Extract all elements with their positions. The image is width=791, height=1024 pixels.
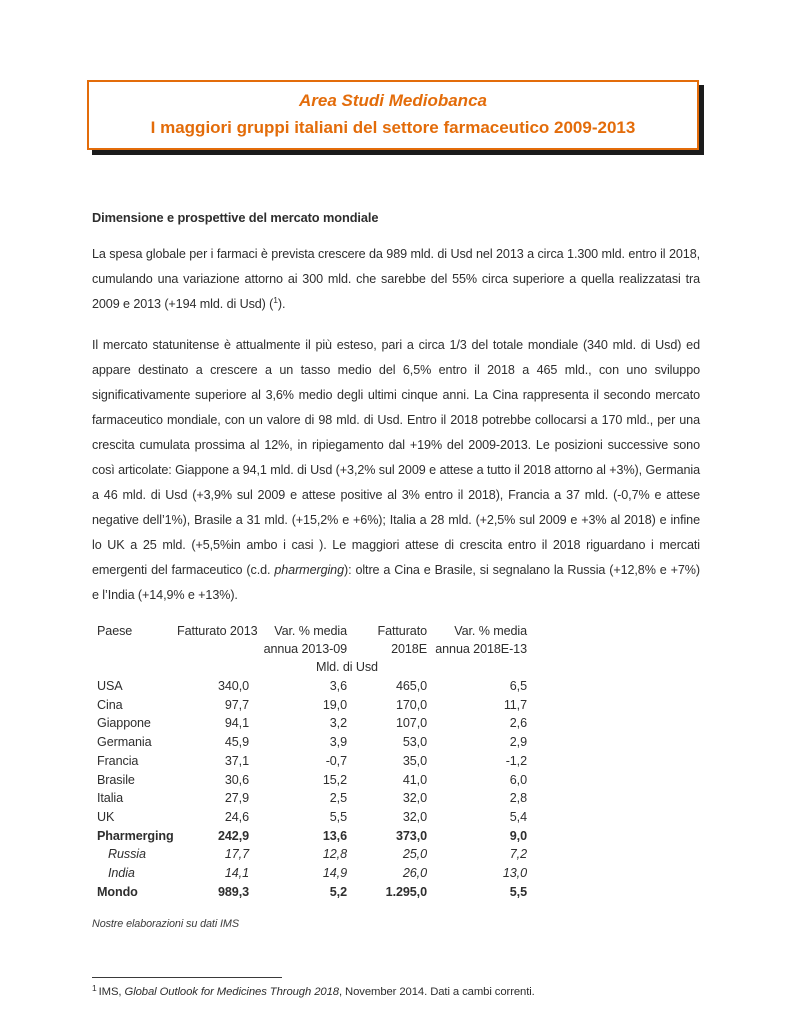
value-cell: 30,6 xyxy=(224,772,249,787)
value-cell: 11,7 xyxy=(503,697,527,712)
countries-table xyxy=(97,622,527,901)
value-cell: 32,0 xyxy=(402,809,427,824)
table-body xyxy=(97,677,527,901)
value-cell: -0,7 xyxy=(325,753,347,768)
value-cell: 9,0 xyxy=(509,828,527,843)
table-row xyxy=(97,696,527,715)
table-row xyxy=(97,733,527,752)
country-cell: Italia xyxy=(97,791,124,806)
table-row xyxy=(97,845,527,864)
value-cell: 15,2 xyxy=(322,772,347,787)
value-cell: 6,5 xyxy=(509,679,527,693)
table-row xyxy=(97,883,527,902)
document-body xyxy=(92,210,700,1000)
table-row xyxy=(97,864,527,883)
footnote-1 xyxy=(92,982,700,1000)
column-header-fatturato-2018e: Fatturato 2018E xyxy=(377,624,427,656)
value-cell: 13,6 xyxy=(322,828,347,843)
table-header xyxy=(97,622,527,677)
paragraph-text: ): oltre a Cina e Brasile, si segnalano la Russia (+12,8% e +7%) e l’India (+14,9% e +13%). xyxy=(92,563,701,602)
table-row xyxy=(97,752,527,771)
section-heading: Dimensione e prospettive del mercato mondiale xyxy=(92,210,379,225)
footnote-ref-marker: 1 xyxy=(273,294,278,305)
value-cell: 32,0 xyxy=(402,791,427,806)
value-cell: 5,5 xyxy=(509,884,527,899)
value-cell: 25,0 xyxy=(402,847,427,862)
source-note: Nostre elaborazioni su dati IMS xyxy=(92,918,239,931)
value-cell: 5,5 xyxy=(329,809,347,824)
value-cell: 17,7 xyxy=(224,847,249,862)
value-cell: 5,4 xyxy=(509,809,527,824)
paragraph-markets-detail xyxy=(92,333,700,608)
value-cell: 340,0 xyxy=(217,679,249,693)
value-cell: 2,9 xyxy=(509,735,527,750)
footnote-text: IMS, xyxy=(98,986,125,999)
value-cell: -1,2 xyxy=(505,753,527,768)
paragraph-text: Il mercato statunitense è attualmente il più esteso, pari a circa 1/3 del totale mondiale (340 mld. di Usd) ed appare destinato a crescere a un tasso medio del 6,5% entro il 2018 a 465 mld., con uno sviluppo significativamente superiore al 3,6% medio degli ultimi cinque anni. La Cina rappresenta il secondo mercato farmaceutico mondiale, con un valore di 98 mld. di Usd. Entro il 2018 potrebbe collocarsi a 170 mld., per una crescita cumulata prossima al 12%, in ripiegamento dal +19% del 2009-2013. Le posizioni successive sono così articolate: Giappone a 94,1 mld. di Usd (+3,2% sul 2009 e attese a tutto il 2018 attorno al +3%), Germania a 46 mld. di Usd (+3,9% sul 2009 e attese positive al 3% entro il 2018), Francia a 37 mld. (-0,7% e attese negative dell’1%), Brasile a 31 mld. (+15,2% e +6%); Italia a 28 mld. (+2,5% sul 2009 e +3% al 2018) e infine lo UK a 25 mld. (+5,5%in ambo i casi ). Le maggiori attese di crescita entro il 2018 riguardano i mercati emergenti del farmaceutico (c.d. xyxy=(92,338,700,577)
table-row xyxy=(97,827,527,846)
value-cell: 7,2 xyxy=(509,847,527,862)
footnote-divider xyxy=(92,977,282,978)
table-unit-label: Mld. di Usd xyxy=(316,660,378,674)
brand-title: Area Studi Mediobanca xyxy=(299,91,487,110)
value-cell: 13,0 xyxy=(502,866,527,881)
column-header-paese: Paese xyxy=(97,624,133,638)
value-cell: 107,0 xyxy=(395,716,427,731)
value-cell: 242,9 xyxy=(217,828,249,843)
country-cell: Russia xyxy=(108,847,146,862)
paragraph-text: La spesa globale per i farmaci è prevista crescere da 989 mld. di Usd nel 2013 a circa 1.300 mld. entro il 2018, cumulando una variazione attorno ai 300 mld. che sarebbe del 55% circa superiore a quella realizzatasi tra 2009 e 2013 (+194 mld. di Usd) ( xyxy=(92,247,700,311)
value-cell: 3,2 xyxy=(329,716,347,731)
value-cell: 989,3 xyxy=(217,884,249,899)
value-cell: 5,2 xyxy=(329,884,347,899)
value-cell: 465,0 xyxy=(395,679,427,693)
value-cell: 26,0 xyxy=(402,866,427,881)
value-cell: 2,5 xyxy=(329,791,347,806)
value-cell: 170,0 xyxy=(395,697,427,712)
value-cell: 2,6 xyxy=(509,716,527,731)
footnote-source-title: Global Outlook for Medicines Through 2018 xyxy=(124,986,339,999)
country-cell: USA xyxy=(97,679,123,693)
country-cell: Germania xyxy=(97,735,152,750)
value-cell: 97,7 xyxy=(224,697,249,712)
table-row xyxy=(97,771,527,790)
value-cell: 3,6 xyxy=(329,679,347,693)
title-box xyxy=(87,80,699,150)
value-cell: 3,9 xyxy=(329,735,347,750)
country-cell: Francia xyxy=(97,753,139,768)
value-cell: 53,0 xyxy=(402,735,427,750)
value-cell: 45,9 xyxy=(224,735,249,750)
footnote-number: 1 xyxy=(92,982,97,993)
table-row xyxy=(97,808,527,827)
value-cell: 37,1 xyxy=(224,753,249,768)
value-cell: 373,0 xyxy=(395,828,427,843)
document-title: I maggiori gruppi italiani del settore farmaceutico 2009-2013 xyxy=(150,118,636,137)
value-cell: 27,9 xyxy=(224,791,249,806)
country-cell: Brasile xyxy=(97,772,135,787)
country-cell: Pharmerging xyxy=(97,828,174,843)
value-cell: 1.295,0 xyxy=(385,884,427,899)
country-cell: Cina xyxy=(97,697,123,712)
value-cell: 12,8 xyxy=(322,847,347,862)
column-header-var-2018e-13: Var. % media annua 2018E-13 xyxy=(435,624,527,656)
value-cell: 6,0 xyxy=(509,772,527,787)
country-cell: India xyxy=(108,866,135,881)
country-cell: Mondo xyxy=(97,884,138,899)
value-cell: 35,0 xyxy=(402,753,427,768)
country-cell: Giappone xyxy=(97,716,151,731)
countries-table-wrap xyxy=(97,622,700,901)
value-cell: 41,0 xyxy=(402,772,427,787)
value-cell: 14,9 xyxy=(322,866,347,881)
column-header-var-2013-09: Var. % media annua 2013-09 xyxy=(263,624,347,656)
country-cell: UK xyxy=(97,809,115,824)
paragraph-global-spending xyxy=(92,242,700,317)
table-row xyxy=(97,677,527,696)
table-row xyxy=(97,714,527,733)
footnote-text: , November 2014. Dati a cambi correnti. xyxy=(338,986,535,999)
value-cell: 14,1 xyxy=(224,866,249,881)
value-cell: 2,8 xyxy=(509,791,527,806)
paragraph-text: ). xyxy=(277,297,286,311)
column-header-fatturato-2013: Fatturato 2013 xyxy=(177,624,258,638)
value-cell: 94,1 xyxy=(224,716,249,731)
value-cell: 19,0 xyxy=(322,697,347,712)
value-cell: 24,6 xyxy=(224,809,249,824)
table-row xyxy=(97,789,527,808)
italic-term: pharmerging xyxy=(274,563,344,577)
